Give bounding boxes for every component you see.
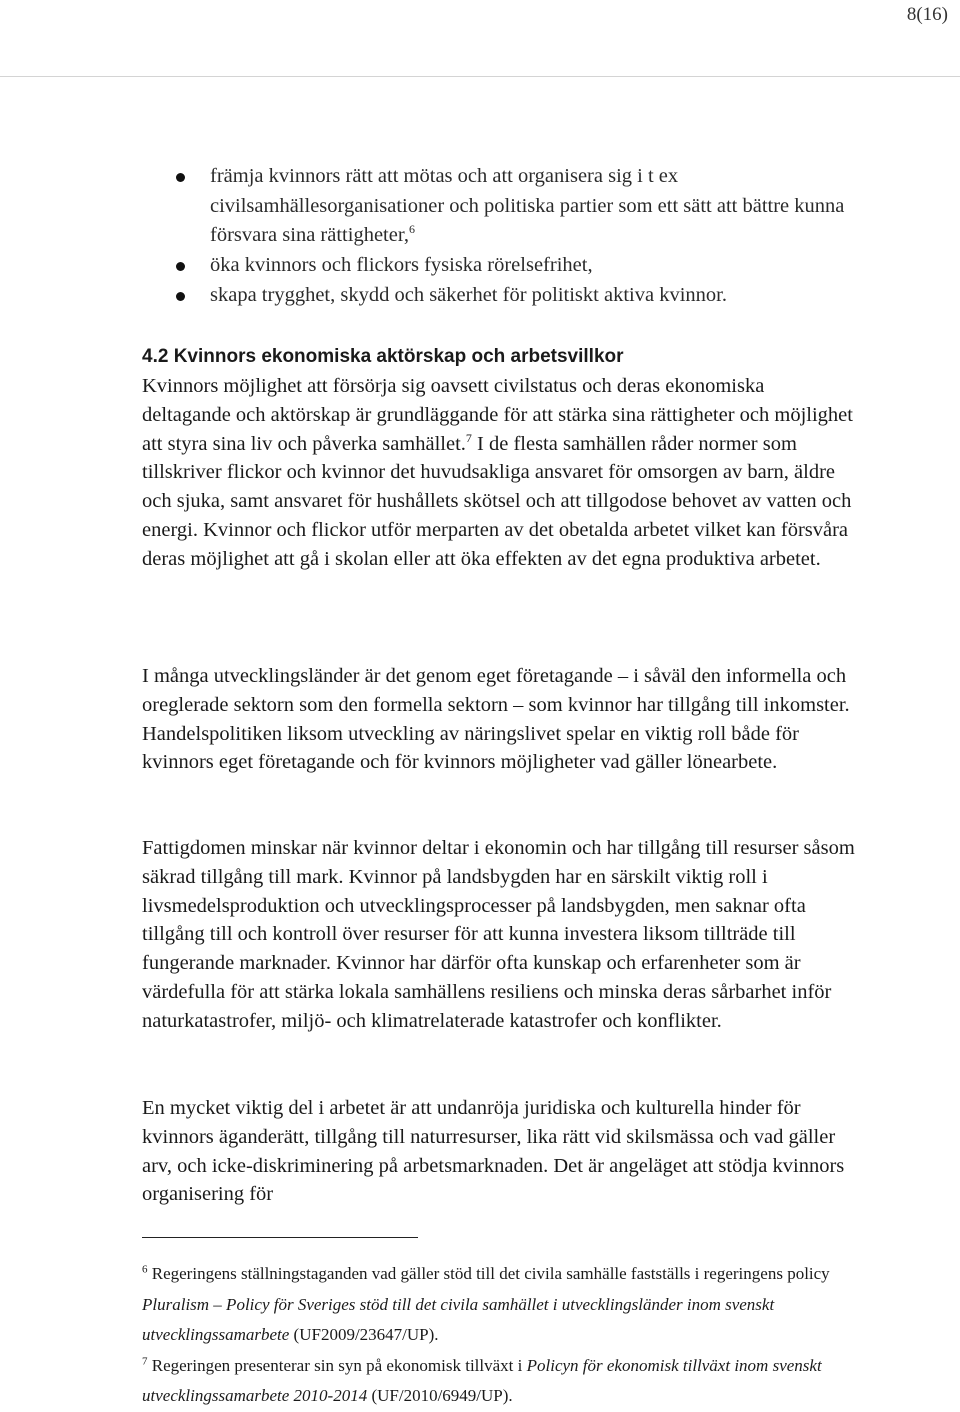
footnote-number: 7 bbox=[142, 1354, 148, 1367]
footnote-title: Policyn för ekonomisk tillväxt inom svenskt utvecklingssamarbete 2010-2014 bbox=[142, 1355, 822, 1405]
footnote bbox=[142, 1351, 862, 1412]
section-heading: 4.2 Kvinnors ekonomiska aktörskap och arbetsvillkor bbox=[142, 346, 624, 367]
footnote-divider bbox=[142, 1237, 418, 1238]
page-number: 8(16) bbox=[906, 4, 948, 25]
footnote-ref: 6 bbox=[408, 222, 415, 237]
paragraph: En mycket viktig del i arbetet är att undanröja juridiska och kulturella hinder för kvinnors äganderätt, tillgång till naturresurser, lika rätt vid skilsmässa och vad gäller arv, och icke-diskriminering på arbetsmarknaden. Det är angeläget att stödja kvinnors organisering för bbox=[142, 1097, 845, 1206]
list-item-text: öka kvinnors och flickors fysiska rörelsefrihet, bbox=[210, 254, 593, 277]
paragraph: I många utvecklingsländer är det genom eget företagande – i såväl den informella och oreglerade sektorn som den formella sektorn – som kvinnor har tillgång till inkomster. Handelspolitiken liksom utveckling av näringslivet spelar en viktig roll både för kvinnors eget företagande och för kvinnors möjligheter vad gäller lönearbete. bbox=[142, 665, 850, 774]
paragraph: Fattigdomen minskar när kvinnor deltar i ekonomin och har tillgång till resurser såsom säkrad tillgång till mark. Kvinnor på landsbygden har en särskilt viktig roll i livsmedelsproduktion och utvecklingsprocesser på landsbygden, men saknar ofta tillgång till och kontroll över resurser för att kunna investera liksom tillträde till fungerande marknader. Kvinnor har därför ofta kunskap och erfarenheter som är värdefulla för att stärka lokala samhällens resiliens och minska deras sårbarhet inför naturkatastrofer, miljö- och klimatrelaterade katastrofer och konflikter. bbox=[142, 837, 855, 1032]
footnote-number: 6 bbox=[142, 1263, 148, 1276]
footnotes bbox=[142, 1259, 862, 1412]
footnote-reference: (UF/2010/6949/UP). bbox=[367, 1386, 513, 1405]
footnote-text: Regeringens ställningstaganden vad gäller stöd till det civila samhälle fastställs i regeringens policy bbox=[147, 1264, 830, 1283]
bullet-icon bbox=[176, 262, 185, 271]
bullet-icon bbox=[176, 292, 185, 301]
header-divider bbox=[0, 76, 960, 77]
paragraph bbox=[142, 372, 857, 574]
list-item-text: skapa trygghet, skydd och säkerhet för politiskt aktiva kvinnor. bbox=[210, 283, 727, 306]
footnote-ref: 7 bbox=[465, 430, 472, 445]
footnote bbox=[142, 1259, 862, 1351]
list-item bbox=[150, 162, 850, 251]
footnote-title: Pluralism – Policy för Sveriges stöd till det civila samhället i utvecklingsländer inom svenskt utvecklingssamarbete bbox=[142, 1294, 775, 1344]
footnote-text: Regeringen presenterar sin syn på ekonomisk tillväxt i bbox=[147, 1355, 527, 1375]
paragraph-text: Kvinnors möjlighet att försörja sig oavsett civilstatus och deras ekonomiska deltagande och aktörskap är grundläggande för att stärka sina rättigheter och möjlighet att styra sina liv och påverka samhället. bbox=[142, 375, 853, 455]
bullet-icon bbox=[176, 173, 185, 182]
list-item bbox=[150, 281, 850, 311]
list-item bbox=[150, 251, 850, 281]
bullet-list bbox=[150, 162, 850, 311]
list-item-text: främja kvinnors rätt att mötas och att organisera sig i t ex civilsamhällesorganisationer och politiska partier som ett sätt att bättre kunna försvara sina rättigheter, bbox=[210, 165, 845, 247]
footnote-reference: (UF2009/23647/UP). bbox=[289, 1325, 439, 1344]
paragraph-text: I de flesta samhällen råder normer som tillskriver flickor och kvinnor det huvudsakliga ansvaret för omsorgen av barn, äldre och sjuka, samt ansvaret för hushållets skötsel och att tillgodose behovet av vatten och energi. Kvinnor och flickor utför merparten av det obetalda arbetet vilket kan försvåra deras möjlighet att gå i skolan eller att öka effekten av det egna produktiva arbetet. bbox=[142, 432, 852, 570]
